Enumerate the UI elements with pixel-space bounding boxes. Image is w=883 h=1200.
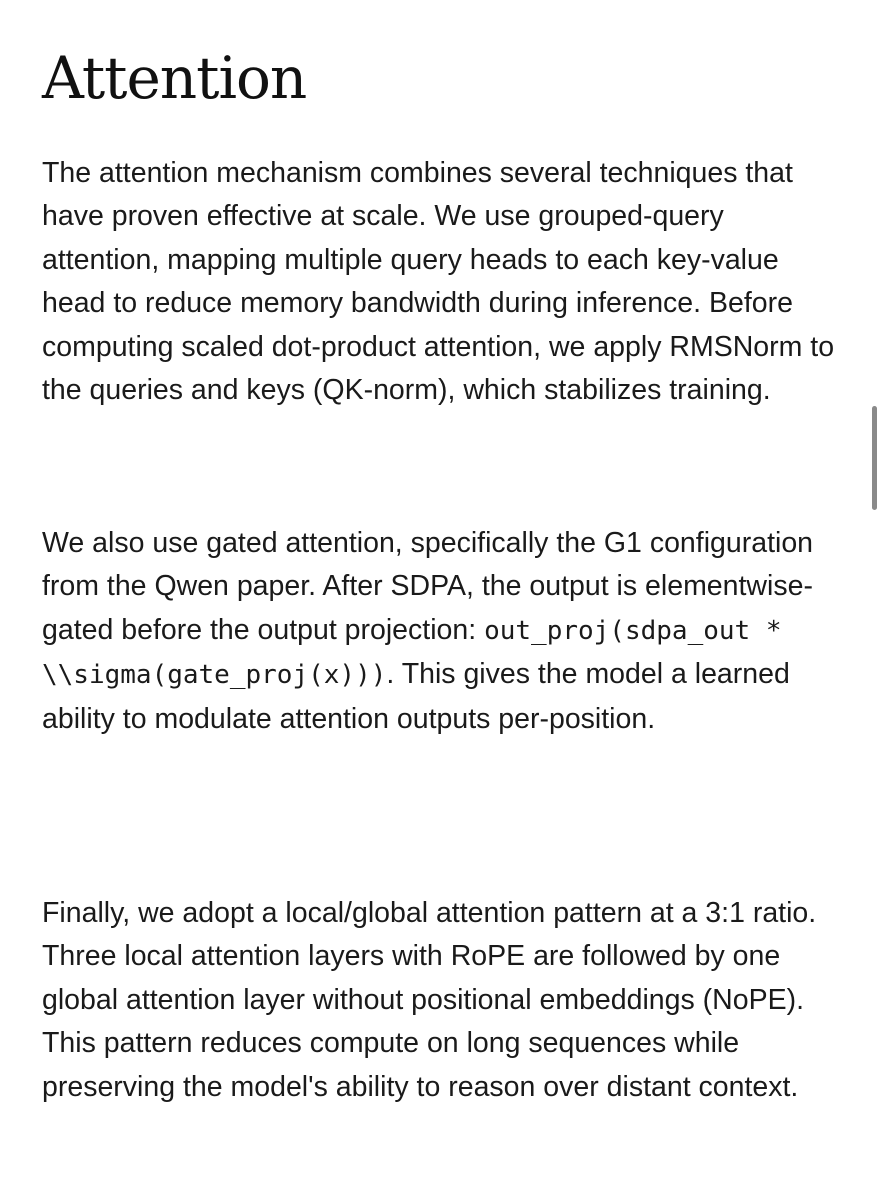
paragraph-text: We also use gated attention, specifically the G1 configuration from the Qwen paper. After SDPA, the output is elementwise-gated before the output projection: bbox=[42, 527, 814, 646]
paragraph-gated-attention bbox=[42, 522, 842, 741]
paragraph-text: . This gives the model a learned ability to modulate attention outputs per-position. bbox=[42, 658, 790, 735]
inline-code: out_proj(sdpa_out * \\sigma(gate_proj(x))) bbox=[42, 615, 782, 691]
section-heading: Attention bbox=[42, 44, 307, 112]
paragraph-local-global-pattern: Finally, we adopt a local/global attention pattern at a 3:1 ratio. Three local attention layers with RoPE are followed by one global attention layer without positional embeddings (NoPE). This pattern reduces compute on long sequences while preserving the model's ability to reason over distant context. bbox=[42, 897, 817, 1103]
scrollbar-thumb[interactable] bbox=[872, 406, 877, 510]
paragraph-attention-mechanism: The attention mechanism combines several techniques that have proven effective at scale. We use grouped-query attention, mapping multiple query heads to each key-value head to reduce memory bandwidth during inference. Before computing scaled dot-product attention, we apply RMSNorm to the queries and keys (QK-norm), which stabilizes training. bbox=[42, 157, 835, 407]
